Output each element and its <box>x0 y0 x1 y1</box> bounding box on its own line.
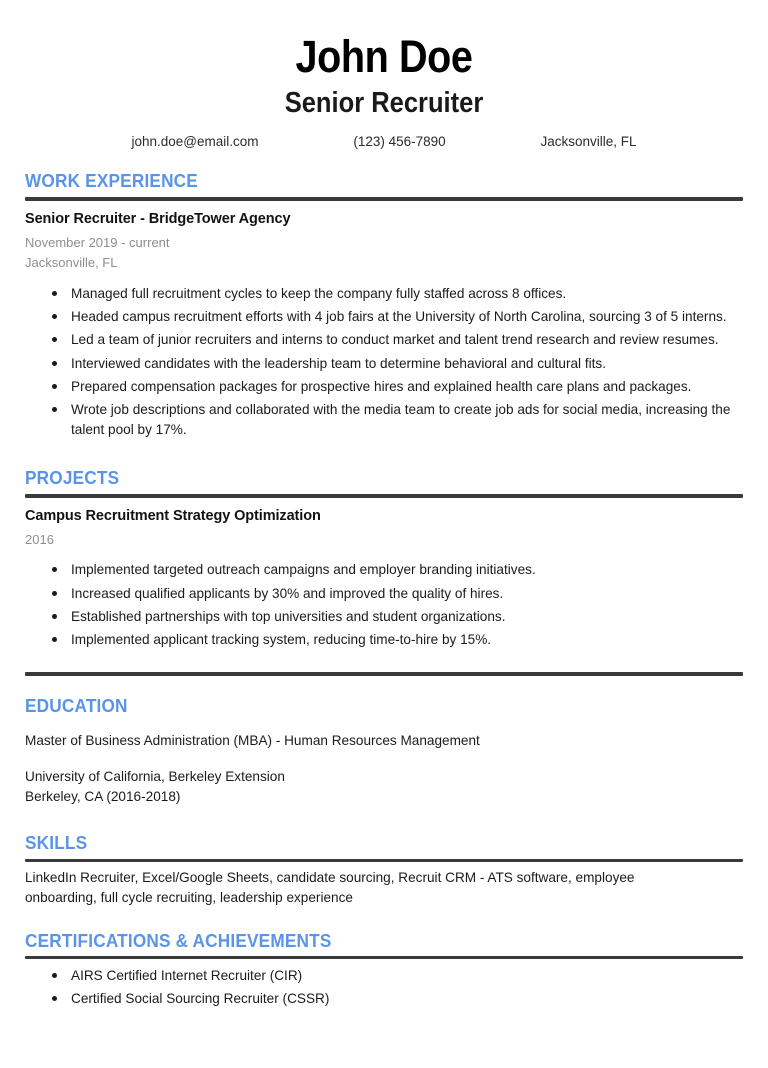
work-entry-location: Jacksonville, FL <box>25 255 118 271</box>
list-item: Prepared compensation packages for prospective hires and explained health care plans and packages. <box>47 377 743 397</box>
list-item: Wrote job descriptions and collaborated with the media team to create job ads for social media, increasing the talent pool by 17%. <box>47 400 743 440</box>
section-work-experience <box>18 171 750 440</box>
contact-location: Jacksonville, FL <box>540 134 637 149</box>
work-bullet-list <box>25 284 743 440</box>
list-item: Interviewed candidates with the leadership team to determine behavioral and cultural fits. <box>47 354 743 374</box>
section-education <box>18 696 750 808</box>
list-item: Certified Social Sourcing Recruiter (CSSR) <box>47 989 743 1009</box>
list-item: Established partnerships with top universities and student organizations. <box>47 607 743 627</box>
project-entry-dates: 2016 <box>25 531 54 547</box>
project-entry-title: Campus Recruitment Strategy Optimization <box>25 508 321 525</box>
section-heading-projects: PROJECTS <box>25 467 120 488</box>
education-school-location: Berkeley, CA (2016-2018) <box>25 789 181 805</box>
list-item: AIRS Certified Internet Recruiter (CIR) <box>47 966 743 986</box>
contact-email: john.doe@email.com <box>131 134 259 149</box>
education-school: University of California, Berkeley Extension <box>25 768 285 784</box>
section-rule-work-experience <box>25 197 743 201</box>
list-item: Implemented applicant tracking system, reducing time-to-hire by 15%. <box>47 630 743 650</box>
work-entry-dates: November 2019 - current <box>25 234 170 250</box>
section-heading-education: EDUCATION <box>25 694 128 716</box>
work-entry-title: Senior Recruiter - BridgeTower Agency <box>25 211 291 228</box>
list-item: Headed campus recruitment efforts with 4 job fairs at the University of North Carolina, sourcing 3 of 5 interns. <box>47 307 743 327</box>
section-rule-certifications <box>25 956 743 959</box>
certifications-bullet-list <box>25 966 743 1009</box>
contact-phone: (123) 456-7890 <box>353 134 446 149</box>
section-heading-work-experience: WORK EXPERIENCE <box>25 170 198 191</box>
candidate-name: John Doe <box>295 31 473 82</box>
section-certifications <box>18 931 750 1010</box>
section-skills <box>18 833 750 908</box>
candidate-job-title: Senior Recruiter <box>284 87 484 119</box>
divider-rule <box>25 672 743 676</box>
resume-header <box>18 0 750 149</box>
project-bullet-list <box>25 560 743 649</box>
list-item: Implemented targeted outreach campaigns and employer branding initiatives. <box>47 560 743 580</box>
section-rule-projects <box>25 494 743 498</box>
section-heading-certifications: CERTIFICATIONS & ACHIEVEMENTS <box>25 929 332 951</box>
list-item: Increased qualified applicants by 30% and improved the quality of hires. <box>47 584 743 604</box>
contact-row <box>132 134 637 149</box>
section-rule-skills <box>25 859 743 862</box>
education-degree: Master of Business Administration (MBA) - Human Resources Management <box>25 733 480 749</box>
section-divider-above-education <box>18 672 750 676</box>
section-projects <box>18 468 750 650</box>
section-heading-skills: SKILLS <box>25 832 88 854</box>
list-item: Managed full recruitment cycles to keep the company fully staffed across 8 offices. <box>47 284 743 304</box>
skills-text: LinkedIn Recruiter, Excel/Google Sheets, candidate sourcing, Recruit CRM - ATS software, employee onboarding, full cycle recruiting, leadership experience <box>25 869 635 906</box>
list-item: Led a team of junior recruiters and interns to conduct market and talent trend research and review resumes. <box>47 330 743 350</box>
